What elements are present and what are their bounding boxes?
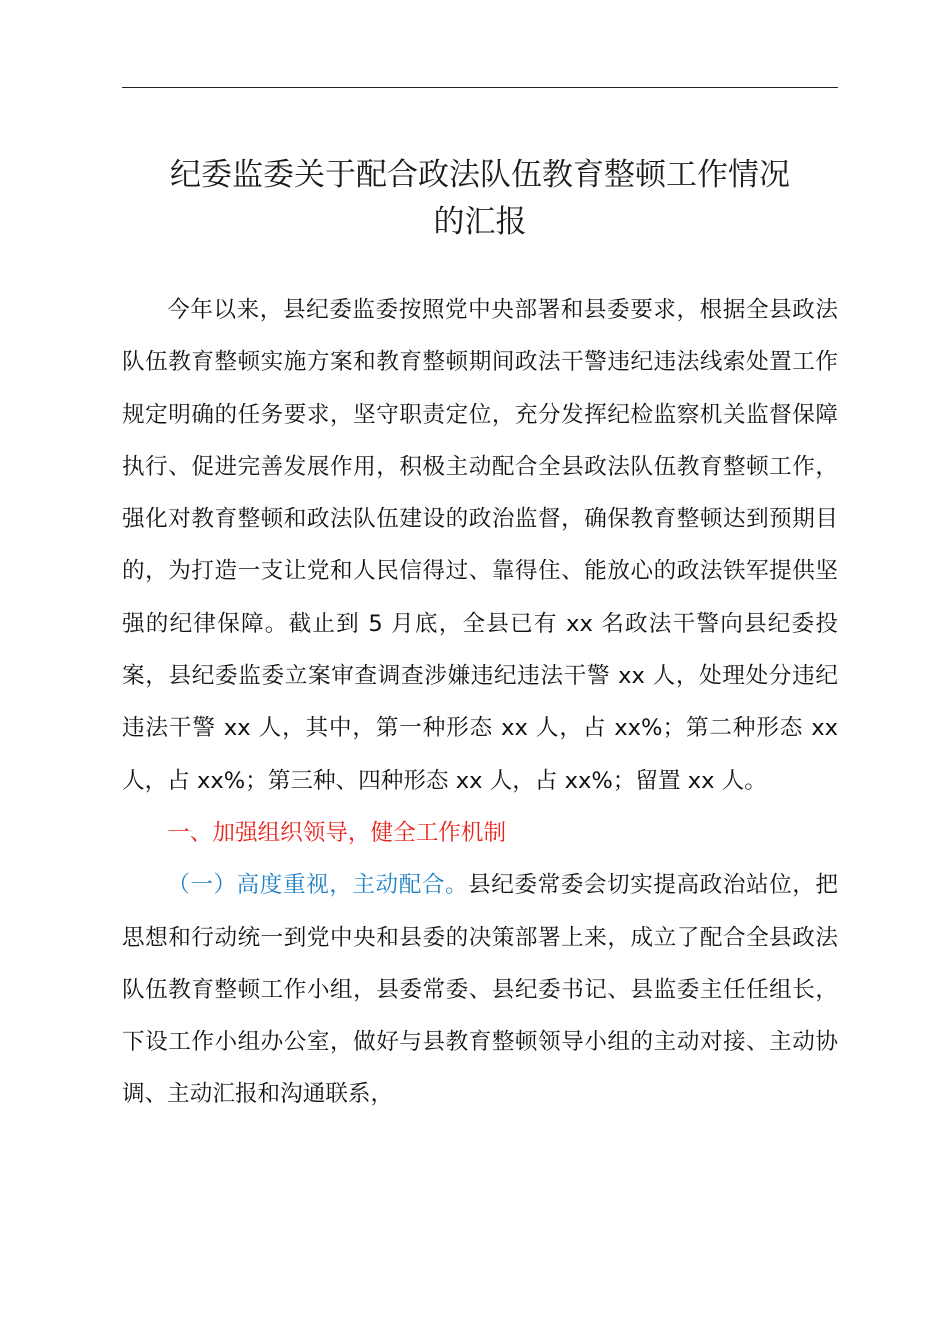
title-line-2: 的汇报 — [433, 204, 527, 240]
subsection-body-1: 县纪委常委会切实提高政治站位，把思想和行动统一到党中央和县委的决策部署上来，成立了配合全县政法队伍教育整顿工作小组，县委常委、县纪委书记、县监委主任任组长，下设工作小组办公室，做好与县教育整顿领导小组的主动对接、主动协调、主动汇报和沟通联系， — [122, 872, 839, 1108]
document-body — [122, 284, 838, 1121]
subsection-lead-1: （一）高度重视，主动配合。 — [167, 872, 469, 899]
title-line-1: 纪委监委关于配合政法队伍教育整顿工作情况 — [170, 157, 790, 193]
header-rule — [122, 87, 838, 88]
intro-paragraph: 今年以来，县纪委监委按照党中央部署和县委要求，根据全县政法队伍教育整顿实施方案和教育整顿期间政法干警违纪违法线索处置工作规定明确的任务要求，坚守职责定位，充分发挥纪检监察机关监督保障执行、促进完善发展作用，积极主动配合全县政法队伍教育整顿工作，强化对教育整顿和政法队伍建设的政治监督，确保教育整顿达到预期目的，为打造一支让党和人民信得过、靠得住、能放心的政法铁军提供坚强的纪律保障。截止到 5 月底，全县已有 xx 名政法干警向县纪委投案，县纪委监委立案审查调查涉嫌违纪违法干警 xx 人，处理处分违纪违法干警 xx 人，其中，第一种形态 xx 人，占 xx%；第二种形态 xx 人，占 xx%；第三种、四种形态 xx 人，占 xx%；留置 xx 人。 — [122, 297, 838, 794]
document-title — [100, 152, 860, 246]
section-heading-1: 一、加强组织领导，健全工作机制 — [167, 819, 507, 846]
subsection-paragraph-1 — [122, 859, 838, 1120]
